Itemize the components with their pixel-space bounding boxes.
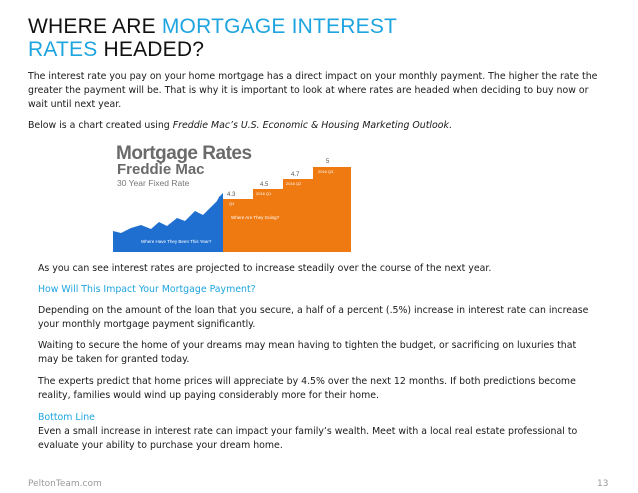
- step-value: 4.5: [260, 182, 269, 188]
- mortgage-rates-chart-image: [111, 139, 358, 252]
- step-label: 2016 Q3: [318, 169, 334, 174]
- intro-paragraph: The interest rate you pay on your home mortgage has a direct impact on your monthly payment. The higher the rate the greater the payment will be. That is why it is important to look at where rates are headed when deciding to buy now or wait until next year.: [28, 71, 598, 110]
- chart-image-graphic: [111, 139, 358, 252]
- chart-image-subtitle: Freddie Mac: [117, 161, 205, 178]
- step-label: 2016 Q1: [256, 191, 272, 196]
- title-accent1: MORTGAGE INTEREST: [161, 15, 398, 38]
- title-accent2: RATES: [28, 38, 98, 61]
- page-title: [28, 15, 397, 61]
- bottom-line-paragraph: Even a small increase in interest rate can impact your family’s wealth. Meet with a local real estate professional to evaluate your ability to purchase your dream home.: [38, 426, 578, 451]
- step-value: 4.7: [291, 172, 300, 178]
- step-value: 5: [326, 159, 330, 165]
- chart-caption-suffix: .: [448, 120, 452, 131]
- waiting-paragraph: Waiting to secure the home of your dreams may mean having to tighten the budget, or sacrificing on luxuries that may be taken for granted today.: [38, 340, 577, 365]
- step-value: 4.3: [227, 192, 236, 198]
- title-part1: WHERE ARE: [28, 15, 162, 38]
- chart-caption-prefix: Below is a chart created using: [28, 120, 173, 131]
- orange-area: [223, 167, 351, 252]
- step-label: 2016 Q2: [286, 181, 302, 186]
- bottom-line-heading: Bottom Line: [38, 412, 95, 423]
- chart-image-title: Mortgage Rates: [116, 143, 252, 164]
- page-number: 13: [597, 479, 609, 489]
- depending-paragraph: Depending on the amount of the loan that you secure, a half of a percent (.5%) increase in interest rate can increase your monthly mortgage payment significantly.: [38, 305, 589, 330]
- step-label: Q4: [229, 201, 235, 206]
- chart-caption: [28, 119, 608, 133]
- projection-paragraph: As you can see interest rates are projected to increase steadily over the course of the next year.: [38, 263, 492, 274]
- experts-paragraph: The experts predict that home prices will appreciate by 4.5% over the next 12 months. If both predictions become reality, families would wind up paying considerably more for their home.: [38, 376, 576, 401]
- title-part2: HEADED?: [97, 38, 205, 61]
- orange-area-label: Where Are They Going?: [231, 215, 280, 220]
- impact-heading: How Will This Impact Your Mortgage Payment?: [38, 284, 256, 295]
- footer-site: PeltonTeam.com: [28, 479, 102, 489]
- chart-image-subtitle2: 30 Year Fixed Rate: [117, 178, 190, 188]
- blue-area-label: Where Have They Been This Year?: [141, 239, 212, 244]
- chart-caption-source: Freddie Mac’s U.S. Economic & Housing Marketing Outlook: [172, 120, 449, 131]
